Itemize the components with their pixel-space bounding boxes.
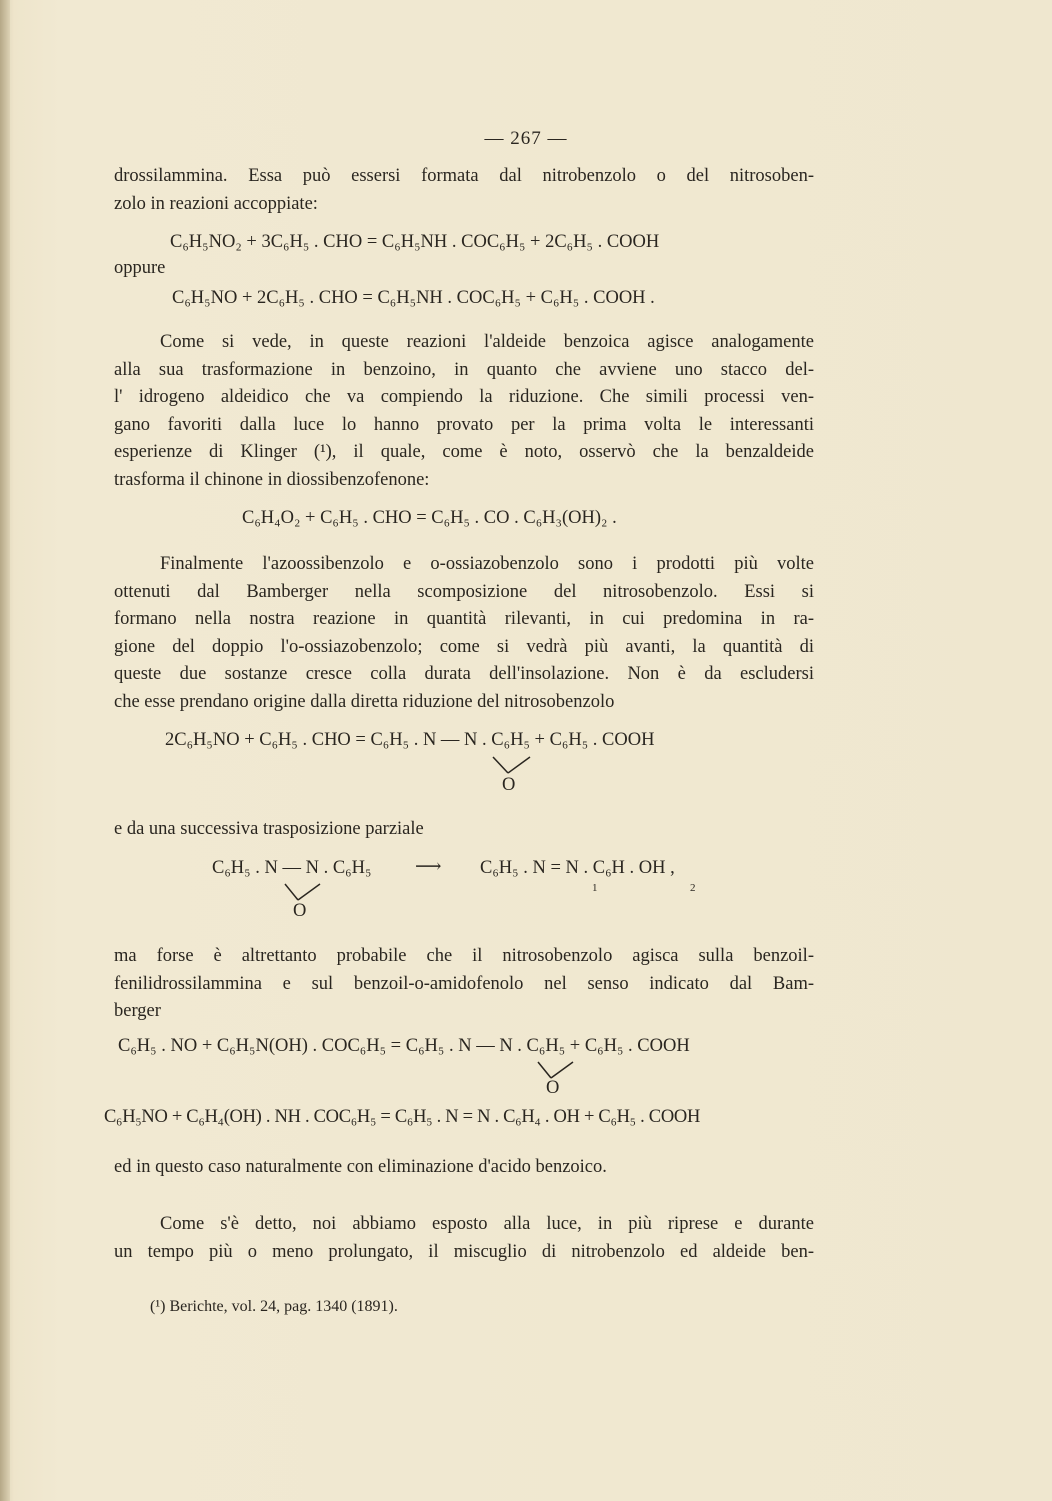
oxygen-bridge-bond — [488, 755, 538, 775]
text-line: drossilammina. Essa può essersi formata dal nitrobenzolo o del nitrosoben- — [114, 166, 814, 186]
equation-5-left: C₆H₅ . N — N . C₆H₅ — [212, 858, 372, 878]
equation-4: 2C₆H₅NO + C₆H₅ . CHO = C₆H₅ . N — N . C₆H₅ + C₆H₅ . COOH — [165, 730, 655, 750]
oppure-word: oppure — [114, 258, 166, 278]
oxygen-bridge-bond — [533, 1060, 583, 1080]
oxygen-label: O — [546, 1078, 560, 1098]
text-line: un tempo più o meno prolungato, il miscuglio di nitrobenzolo ed aldeide ben- — [114, 1241, 814, 1262]
position-index-1: 1 — [592, 882, 598, 894]
text-line: fenilidrossilammina e sul benzoil-o-amidofenolo nel senso indicato dal Bam- — [114, 973, 814, 994]
paragraph-1 — [114, 163, 814, 218]
equation-6: C₆H₅ . NO + C₆H₅N(OH) . COC₆H₅ = C₆H₅ . N — N . C₆H₅ + C₆H₅ . COOH — [118, 1036, 690, 1056]
equation-3: C₆H₄O₂ + C₆H₅ . CHO = C₆H₅ . CO . C₆H₃(OH)₂ . — [242, 508, 617, 528]
paragraph-4 — [114, 943, 814, 1026]
paragraph-5 — [114, 1211, 814, 1266]
benzoico-line — [114, 1154, 814, 1182]
position-index-2: 2 — [690, 882, 696, 894]
page-number: — 267 — — [484, 128, 568, 149]
paragraph-2 — [114, 329, 814, 494]
paragraph-3 — [114, 551, 814, 716]
text-line: l' idrogeno aldeidico che va compiendo la riduzione. Che simili processi ven- — [114, 387, 814, 407]
footnote: (¹) Berichte, vol. 24, pag. 1340 (1891). — [150, 1298, 398, 1315]
text-line: trasforma il chinone in diossibenzofenone: — [114, 469, 430, 490]
equation-5-right: C₆H₅ . N = N . C₆H . OH , — [480, 858, 675, 878]
text-line: ma forse è altrettanto probabile che il nitrosobenzolo agisca sulla benzoil- — [114, 946, 814, 966]
page-edge-shadow — [0, 0, 10, 1501]
text-line: berger — [114, 1001, 161, 1021]
text-line: e da una successiva trasposizione parziale — [114, 819, 424, 839]
oxygen-bridge-bond — [280, 882, 330, 902]
text-line: gione del doppio l'o-ossiazobenzolo; come si vedrà più avanti, la quantità di — [114, 636, 814, 657]
text-line: Come si vede, in queste reazioni l'aldeide benzoica agisce analogamente — [160, 332, 814, 352]
text-line: che esse prendano origine dalla diretta riduzione del nitrosobenzolo — [114, 691, 615, 712]
oxygen-label: O — [293, 901, 307, 921]
text-line: formano nella nostra reazione in quantità rilevanti, in cui predomina in ra- — [114, 609, 814, 629]
text-line: queste due sostanze cresce colla durata dell'insolazione. Non è da escludersi — [114, 664, 814, 684]
trasposizione-line — [114, 816, 814, 844]
text-line: Finalmente l'azoossibenzolo e o-ossiazobenzolo sono i prodotti più volte — [160, 554, 814, 574]
equation-2: C₆H₅NO + 2C₆H₅ . CHO = C₆H₅NH . COC₆H₅ + C₆H₅ . COOH . — [172, 288, 655, 308]
text-line: zolo in reazioni accoppiate: — [114, 193, 318, 214]
text-line: esperienze di Klinger (¹), il quale, come è noto, osservò che la benzaldeide — [114, 442, 814, 462]
equation-1: C₆H₅NO₂ + 3C₆H₅ . CHO = C₆H₅NH . COC₆H₅ + 2C₆H₅ . COOH — [170, 232, 660, 252]
reaction-arrow: ⟶ — [415, 857, 442, 877]
text-line: ottenuti dal Bamberger nella scomposizione del nitrosobenzolo. Essi si — [114, 581, 814, 602]
text-line: ed in questo caso naturalmente con eliminazione d'acido benzoico. — [114, 1157, 607, 1177]
oxygen-label: O — [502, 775, 516, 795]
equation-7: C₆H₅NO + C₆H₄(OH) . NH . COC₆H₅ = C₆H₅ . N = N . C₆H₄ . OH + C₆H₅ . COOH — [104, 1107, 701, 1127]
text-line: alla sua trasformazione in benzoino, in quanto che avviene uno stacco del- — [114, 359, 814, 380]
text-line: Come s'è detto, noi abbiamo esposto alla luce, in più riprese e durante — [160, 1214, 814, 1234]
text-line: gano favoriti dalla luce lo hanno provato per la prima volta le interessanti — [114, 414, 814, 435]
